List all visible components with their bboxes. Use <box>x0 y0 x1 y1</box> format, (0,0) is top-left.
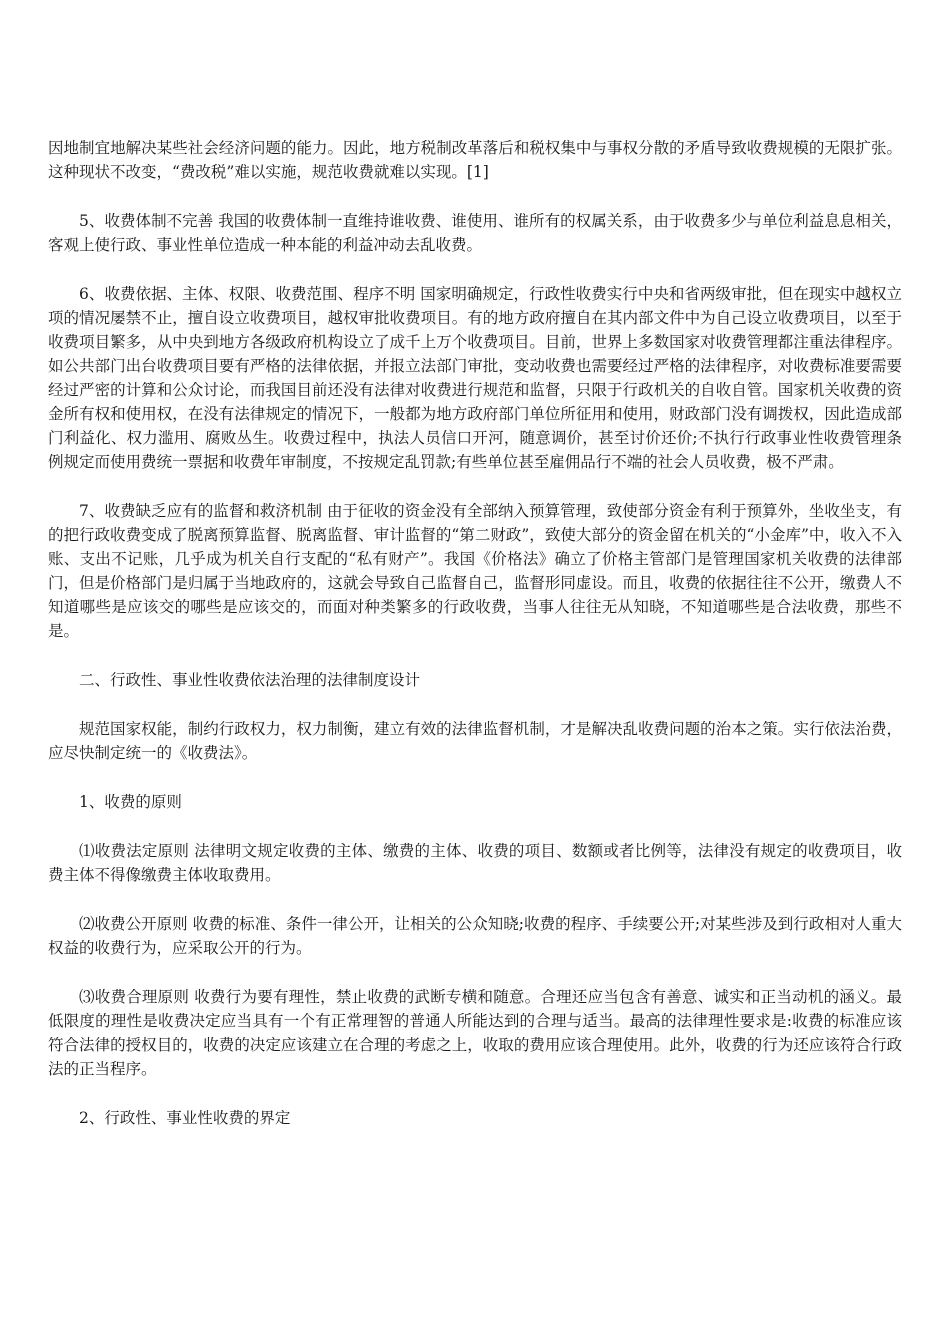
document-body <box>48 136 902 1155</box>
paragraph-item-6: 6、收费依据、主体、权限、收费范围、程序不明 国家明确规定，行政性收费实行中央和省两级审批，但在现实中越权立项的情况屡禁不止，擅自设立收费项目，越权审批收费项目。有的地方政府擅自在其内部文件中为自己设立收费项目，以至于收费项目繁多，从中央到地方各级政府机构设立了成千上万个收费项目。目前，世界上多数国家对收费管理都注重法律程序。如公共部门出台收费项目要有严格的法律依据，并报立法部门审批，变动收费也需要经过严格的法律程序，对收费标准要需要经过严密的计算和公众讨论，而我国目前还没有法律对收费进行规范和监督，只限于行政机关的自收自管。国家机关收费的资金所有权和使用权，在没有法律规定的情况下，一般都为地方政府部门单位所征用和使用，财政部门没有调拨权，因此造成部门利益化、权力滥用、腐败丛生。收费过程中，执法人员信口开河，随意调价，甚至讨价还价;不执行行政事业性收费管理条例规定而使用费统一票据和收费年审制度，不按规定乱罚款;有些单位甚至雇佣品行不端的社会人员收费，极不严肃。 <box>48 285 902 471</box>
paragraph-item-7: 7、收费缺乏应有的监督和救济机制 由于征收的资金没有全部纳入预算管理，致使部分资金有利于预算外，坐收坐支，有的把行政收费变成了脱离预算监督、脱离监督、审计监督的“第二财政”，致使大部分的资金留在机关的“小金库”中，收入不入账、支出不记账，几乎成为机关自行支配的“私有财产”。我国《价格法》确立了价格主管部门是管理国家机关收费的法律部门，但是价格部门是归属于当地政府的，这就会导致自己监督自己，监督形同虚设。而且，收费的依据往往不公开，缴费人不知道哪些是应该交的哪些是应该交的，而面对种类繁多的行政收费，当事人往往无从知晓，不知道哪些是合法收费，那些不是。 <box>48 502 902 640</box>
section-heading-2: 二、行政性、事业性收费依法治理的法律制度设计 <box>79 671 421 689</box>
subheading-definition: 2、行政性、事业性收费的界定 <box>79 1109 291 1127</box>
subheading-principles: 1、收费的原则 <box>79 793 182 811</box>
paragraph-principle-public: ⑵收费公开原则 收费的标准、条件一律公开，让相关的公众知晓;收费的程序、手续要公开;对某些涉及到行政相对人重大权益的收费行为，应采取公开的行为。 <box>48 915 902 957</box>
paragraph-item-5: 5、收费体制不完善 我国的收费体制一直维持谁收费、谁使用、谁所有的权属关系，由于收费多少与单位利益息息相关，客观上使行政、事业性单位造成一种本能的利益冲动去乱收费。 <box>48 212 902 254</box>
paragraph-principle-legal: ⑴收费法定原则 法律明文规定收费的主体、缴费的主体、收费的项目、数额或者比例等，法律没有规定的收费项目，收费主体不得像缴费主体收取费用。 <box>48 842 902 884</box>
paragraph-principle-reasonable: ⑶收费合理原则 收费行为要有理性，禁止收费的武断专横和随意。合理还应当包含有善意、诚实和正当动机的涵义。最低限度的理性是收费决定应当具有一个有正常理智的普通人所能达到的合理与适当。最高的法律理性要求是:收费的标准应该符合法律的授权目的，收费的决定应该建立在合理的考虑之上，收取的费用应该合理使用。此外，收费的行为还应该符合行政法的正当程序。 <box>48 988 902 1078</box>
paragraph-intro: 规范国家权能，制约行政权力，权力制衡，建立有效的法律监督机制，才是解决乱收费问题的治本之策。实行依法治费，应尽快制定统一的《收费法》。 <box>48 720 902 762</box>
paragraph-continuation: 因地制宜地解决某些社会经济问题的能力。因此，地方税制改革落后和税权集中与事权分散的矛盾导致收费规模的无限扩张。这种现状不改变，“费改税”难以实施，规范收费就难以实现。[1] <box>48 139 902 181</box>
